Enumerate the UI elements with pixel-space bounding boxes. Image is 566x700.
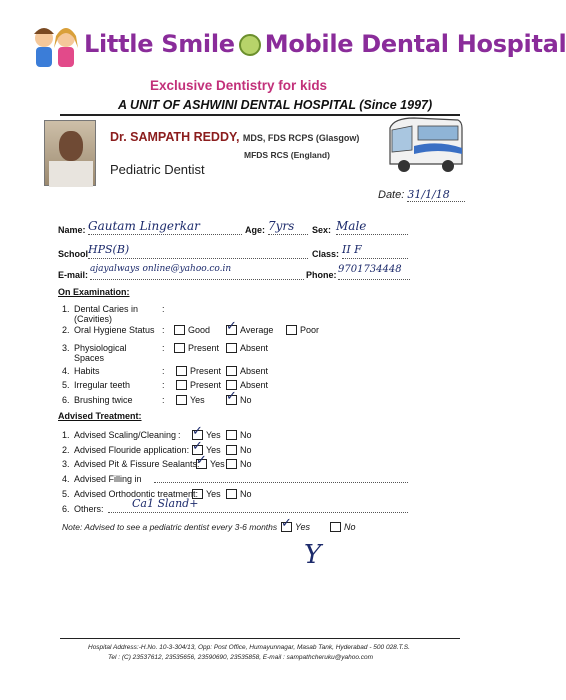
treat-num-6: 6. <box>62 504 70 514</box>
note-no-label: No <box>344 522 356 532</box>
spaces-present-checkbox[interactable] <box>174 343 185 353</box>
age-value: 7yrs <box>268 219 308 235</box>
treat-num-2: 2. <box>62 445 70 455</box>
treat-colon-1: : <box>178 430 181 440</box>
habits-absent-checkbox[interactable] <box>226 366 237 376</box>
exam-num-5: 5. <box>62 380 70 390</box>
class-label: Class: <box>312 249 340 259</box>
sealants-yes-label: Yes <box>210 459 225 469</box>
spaces-absent-checkbox[interactable] <box>226 343 237 353</box>
sex-value: Male <box>336 219 408 235</box>
spaces-absent-label: Absent <box>240 343 269 353</box>
exam-label-1: Dental Caries in <box>74 304 139 314</box>
email-value: ajayalways online@yahoo.co.in <box>90 264 304 280</box>
oral-good-checkbox[interactable] <box>174 325 185 335</box>
oral-poor-label: Poor <box>300 325 320 335</box>
oral-average-tick-icon: ✓ <box>226 319 237 334</box>
clinic-title <box>84 30 566 58</box>
title-part2: Mobile Dental Hospital <box>264 30 566 58</box>
title-part1: Little Smile <box>84 30 235 58</box>
doctor-role: Pediatric Dentist <box>110 162 205 177</box>
school-label: School <box>58 249 89 259</box>
exam-colon-6: : <box>162 395 165 405</box>
phone-value: 9701734448 <box>338 264 410 280</box>
doctor-quals2: MFDS RCS (England) <box>244 150 330 160</box>
note-text: Note: Advised to see a pediatric dentist every 3-6 months <box>62 522 278 532</box>
brushing-yes-checkbox[interactable] <box>176 395 187 405</box>
treatment-heading: Advised Treatment: <box>58 411 142 421</box>
phone-label: Phone: <box>306 270 337 280</box>
exam-num-3: 3. <box>62 343 70 353</box>
school-value: HPS(B) <box>88 243 308 259</box>
note-yes-label: Yes <box>295 522 311 532</box>
date-label: Date: <box>378 189 405 201</box>
oral-average-label: Average <box>240 325 274 335</box>
ortho-yes-label: Yes <box>206 489 221 499</box>
treat-label-6: Others: <box>74 504 104 514</box>
treat-label-5: Advised Orthodontic treatment: <box>74 489 199 499</box>
exam-label2-3: Spaces <box>74 353 105 363</box>
sealants-yes-tick-icon: ✓ <box>196 453 207 468</box>
treat-label-4: Advised Filling in <box>74 474 142 484</box>
habits-absent-label: Absent <box>240 366 269 376</box>
flouride-no-label: No <box>240 445 252 455</box>
kids-logo-icon <box>26 22 86 74</box>
footer-divider <box>60 638 460 639</box>
note-yes-tick-icon: ✓ <box>281 516 292 531</box>
doctor-name-line <box>110 130 359 144</box>
treat-num-3: 3. <box>62 459 70 469</box>
brushing-no-label: No <box>240 395 252 405</box>
treat-label-1: Advised Scaling/Cleaning <box>74 430 177 440</box>
sealants-no-label: No <box>240 459 252 469</box>
sealants-no-checkbox[interactable] <box>226 459 237 469</box>
exam-label-3: Physiological <box>74 343 127 353</box>
scaling-yes-label: Yes <box>206 430 221 440</box>
treat-label-3: Advised Pit & Fissure Sealants: <box>74 459 200 469</box>
brushing-yes-label: Yes <box>190 395 205 405</box>
note-no-checkbox[interactable] <box>330 522 341 532</box>
exam-label2-1: (Cavities) <box>74 314 113 324</box>
treat-num-1: 1. <box>62 430 70 440</box>
exam-colon-3: : <box>162 343 165 353</box>
flouride-yes-label: Yes <box>206 445 221 455</box>
clinic-subtitle: Exclusive Dentistry for kids <box>150 78 328 93</box>
name-label: Name: <box>58 225 86 235</box>
treat-label-2: Advised Flouride application: <box>74 445 190 455</box>
exam-num-1: 1. <box>62 304 70 314</box>
doctor-photo <box>44 120 96 186</box>
exam-num-6: 6. <box>62 395 70 405</box>
mobile-bus-icon <box>384 114 464 176</box>
treat-num-4: 4. <box>62 474 70 484</box>
others-value: Ca1 Sland+ <box>108 497 408 513</box>
oral-poor-checkbox[interactable] <box>286 325 297 335</box>
doctor-name: Dr. SAMPATH REDDY, <box>110 130 240 144</box>
irregular-present-checkbox[interactable] <box>176 380 187 390</box>
footer-address: Hospital Address:-H.No. 10-3-304/13, Opp: Post Office, Humayunnagar, Masab Tank, Hyderabad - 500 028.T.S. <box>88 644 410 651</box>
exam-colon-4: : <box>162 366 165 376</box>
oral-good-label: Good <box>188 325 211 335</box>
habits-present-checkbox[interactable] <box>176 366 187 376</box>
tooth-logo-icon <box>239 34 261 56</box>
footer-contact: Tel : (C) 23537612, 23535656, 23590690, 23535858, E-mail : sampathcheruku@yahoo.com <box>108 654 374 661</box>
signature: Y <box>304 540 322 570</box>
exam-label-6: Brushing twice <box>74 395 133 405</box>
doctor-quals1: MDS, FDS RCPS (Glasgow) <box>242 133 360 143</box>
exam-colon-5: : <box>162 380 165 390</box>
ortho-no-label: No <box>240 489 252 499</box>
date-field <box>378 188 465 202</box>
irregular-absent-label: Absent <box>240 380 269 390</box>
filling-line <box>154 482 408 483</box>
scaling-yes-tick-icon: ✓ <box>192 424 203 439</box>
exam-num-2: 2. <box>62 325 70 335</box>
unit-line: A UNIT OF ASHWINI DENTAL HOSPITAL (Since 1997) <box>118 98 433 112</box>
exam-colon-2: : <box>162 325 165 335</box>
sex-label: Sex: <box>312 225 332 235</box>
exam-label-5: Irregular teeth <box>74 380 131 390</box>
spaces-present-label: Present <box>188 343 220 353</box>
exam-num-4: 4. <box>62 366 70 376</box>
irregular-present-label: Present <box>190 380 222 390</box>
age-label: Age: <box>245 225 265 235</box>
name-value: Gautam Lingerkar <box>88 219 242 235</box>
class-value: II F <box>342 243 408 259</box>
brushing-no-tick-icon: ✓ <box>226 389 237 404</box>
exam-colon-1: : <box>162 304 165 314</box>
examination-heading: On Examination: <box>58 287 130 297</box>
scaling-no-checkbox[interactable] <box>226 430 237 440</box>
scaling-no-label: No <box>240 430 252 440</box>
flouride-no-checkbox[interactable] <box>226 445 237 455</box>
flouride-yes-tick-icon: ✓ <box>192 439 203 454</box>
treat-num-5: 5. <box>62 489 70 499</box>
habits-present-label: Present <box>190 366 222 376</box>
date-value: 31/1/18 <box>407 188 465 202</box>
exam-label-4: Habits <box>74 366 100 376</box>
email-label: E-mail: <box>58 270 89 280</box>
exam-label-2: Oral Hygiene Status <box>74 325 155 335</box>
